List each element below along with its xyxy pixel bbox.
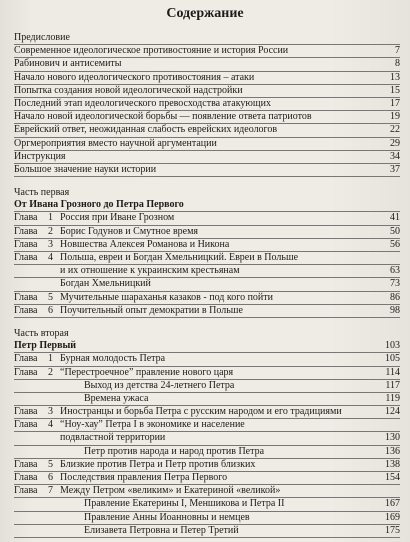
part-one-section	[14, 187, 400, 318]
page-number: 114	[385, 366, 400, 378]
page-number: 136	[385, 445, 400, 457]
chapter-number: 7	[48, 485, 53, 497]
chapter-word: Глава	[14, 353, 38, 365]
toc-entry	[14, 45, 400, 58]
page-number: 98	[390, 304, 400, 316]
chapter-title: Бурная молодость Петра	[60, 353, 166, 365]
chapter-word: Глава	[14, 485, 38, 497]
chapter-word: Глава	[14, 212, 38, 224]
page-number: 34	[390, 150, 400, 162]
chapter-title: Поучительный опыт демократии в Польше	[60, 304, 243, 316]
chapter-entry	[14, 305, 400, 318]
entry-title: Рабинович и антисемиты	[14, 58, 122, 70]
chapter-entry	[14, 512, 400, 525]
part-one-label: Часть первая	[14, 187, 70, 199]
page-number: 29	[390, 137, 400, 149]
chapter-entry	[14, 353, 400, 366]
page-number: 63	[390, 265, 400, 277]
part-subtitle-row	[14, 340, 400, 353]
chapter-title: Богдан Хмельницкий	[60, 278, 151, 290]
chapter-title: Между Петром «великим» и Екатериной «великой»	[60, 485, 281, 497]
page-number: 8	[395, 58, 400, 70]
chapter-entry	[14, 525, 400, 538]
entry-title: Оргмероприятия вместо научной аргументации	[14, 137, 217, 149]
part-label	[14, 187, 400, 199]
page-number: 50	[390, 225, 400, 237]
part-two-subtitle: Петр Первый	[14, 340, 77, 352]
chapter-entry	[14, 252, 400, 265]
entry-title: Предисловие	[14, 32, 70, 43]
chapter-entry	[14, 292, 400, 305]
page-title: Содержание	[166, 6, 244, 21]
chapter-word: Глава	[14, 304, 38, 316]
toc-entry	[14, 85, 400, 98]
toc-entry	[14, 138, 400, 151]
chapter-word: Глава	[14, 238, 38, 250]
chapter-title: Иностранцы и борьба Петра с русским народом и его традициями	[60, 406, 342, 418]
page-number: 124	[385, 406, 400, 418]
page-number: 73	[390, 278, 400, 290]
chapter-title: Времена ужаса	[84, 392, 149, 404]
chapter-entry	[14, 498, 400, 511]
chapter-word: Глава	[14, 291, 38, 303]
chapter-number: 1	[48, 353, 53, 365]
chapter-entry	[14, 446, 400, 459]
chapter-number: 1	[48, 212, 53, 224]
page-number: 37	[390, 163, 400, 175]
chapter-number: 3	[48, 238, 53, 250]
entry-title: Инструкция	[14, 150, 66, 162]
entry-title: Попытка создания новой идеологической надстройки	[14, 84, 243, 96]
chapter-entry	[14, 265, 400, 278]
chapter-entry	[14, 485, 400, 498]
entry-title: Начало новой идеологической борьбы — появление ответа патриотов	[14, 111, 312, 123]
chapter-title: и их отношение к украинским крестьянам	[60, 265, 240, 277]
chapter-title: Выход из детства 24-летнего Петра	[84, 379, 235, 391]
page-number: 86	[390, 291, 400, 303]
part-subtitle-row	[14, 199, 400, 212]
toc-entry	[14, 151, 400, 164]
chapter-entry	[14, 380, 400, 393]
chapter-title: Мучительные шараханья казаков - под кого пойти	[60, 291, 274, 303]
chapter-number: 6	[48, 472, 53, 483]
page-number: 22	[390, 124, 400, 136]
chapter-word: Глава	[14, 472, 38, 483]
page-number: 41	[390, 212, 400, 224]
chapter-entry	[14, 406, 400, 419]
page-number: 138	[385, 458, 400, 470]
page-number: 117	[385, 379, 400, 391]
chapter-entry	[14, 212, 400, 225]
chapter-title: Борис Годунов и Смутное время	[60, 225, 199, 237]
table-of-contents	[14, 32, 400, 538]
part-one-chapters	[14, 212, 400, 318]
page-number: 19	[390, 111, 400, 123]
page-number: 175	[385, 524, 400, 536]
page-number: 17	[390, 97, 400, 109]
page-number: 169	[385, 511, 400, 523]
chapter-title: Новшества Алексея Романова и Никона	[60, 238, 230, 250]
chapter-title: Елизавета Петровна и Петер Третий	[84, 524, 239, 536]
chapter-title: подвластной территории	[60, 432, 166, 444]
entry-title: Современное идеологическое противостояние и история России	[14, 45, 289, 57]
chapter-title: Правление Анны Иоанновны и немцев	[84, 511, 250, 523]
page-number: 119	[385, 392, 400, 404]
part-two-section	[14, 328, 400, 538]
page-number: 103	[385, 340, 400, 352]
chapter-entry	[14, 393, 400, 406]
chapter-entry	[14, 367, 400, 380]
chapter-word: Глава	[14, 406, 38, 418]
toc-entry	[14, 124, 400, 137]
chapter-number: 5	[48, 291, 53, 303]
toc-entry	[14, 98, 400, 111]
chapter-entry	[14, 459, 400, 472]
page-number: 130	[385, 432, 400, 444]
chapter-number: 2	[48, 225, 53, 237]
page-number: 105	[385, 353, 400, 365]
toc-entry	[14, 58, 400, 71]
chapter-entry	[14, 432, 400, 445]
chapter-entry	[14, 239, 400, 252]
chapter-title: “Ноу-хау” Петра I в экономике и население	[60, 419, 245, 431]
chapter-entry	[14, 226, 400, 239]
chapter-number: 4	[48, 252, 53, 263]
chapter-title: Россия при Иване Грозном	[60, 212, 175, 224]
chapter-word: Глава	[14, 252, 38, 263]
entry-title: Последний этап идеологического превосходства атакующих	[14, 97, 271, 109]
part-two-chapters	[14, 353, 400, 538]
page-number: 167	[385, 498, 400, 510]
chapter-title: Польша, евреи и Богдан Хмельницкий. Евреи в Польше	[60, 252, 299, 263]
chapter-entry	[14, 472, 400, 485]
toc-entry	[14, 111, 400, 124]
chapter-entry	[14, 419, 400, 432]
chapter-number: 2	[48, 366, 53, 378]
part-one-subtitle: От Ивана Грозного до Петра Первого	[14, 199, 184, 211]
toc-entry	[14, 72, 400, 85]
page-number: 13	[390, 71, 400, 83]
chapter-title: Близкие против Петра и Петр против близких	[60, 458, 256, 470]
toc-entry	[14, 32, 400, 45]
chapter-word: Глава	[14, 419, 38, 431]
page-number: 56	[390, 238, 400, 250]
entry-title: Начало нового идеологического противостояния – атаки	[14, 71, 255, 83]
toc-entry	[14, 164, 400, 177]
intro-section	[14, 32, 400, 177]
chapter-word: Глава	[14, 366, 38, 378]
entry-title: Большое значение науки истории	[14, 163, 157, 175]
page-number: 15	[390, 84, 400, 96]
part-two-label: Часть вторая	[14, 327, 69, 339]
part-label	[14, 328, 400, 340]
page-number: 7	[395, 45, 400, 57]
entry-title: Еврейский ответ, неожиданная слабость еврейских идеологов	[14, 124, 278, 136]
chapter-title: Правление Екатерины I, Меншикова и Петра II	[84, 498, 285, 510]
chapter-number: 3	[48, 406, 53, 418]
chapter-number: 4	[48, 419, 53, 431]
chapter-title: Петр против народа и народ против Петра	[84, 445, 265, 457]
chapter-entry	[14, 278, 400, 291]
page-number: 154	[385, 472, 400, 483]
chapter-number: 5	[48, 458, 53, 470]
chapter-word: Глава	[14, 225, 38, 237]
chapter-title: Последствия правления Петра Первого	[60, 472, 228, 483]
chapter-number: 6	[48, 304, 53, 316]
chapter-word: Глава	[14, 458, 38, 470]
chapter-title: “Перестроечное” правление нового царя	[60, 366, 234, 378]
